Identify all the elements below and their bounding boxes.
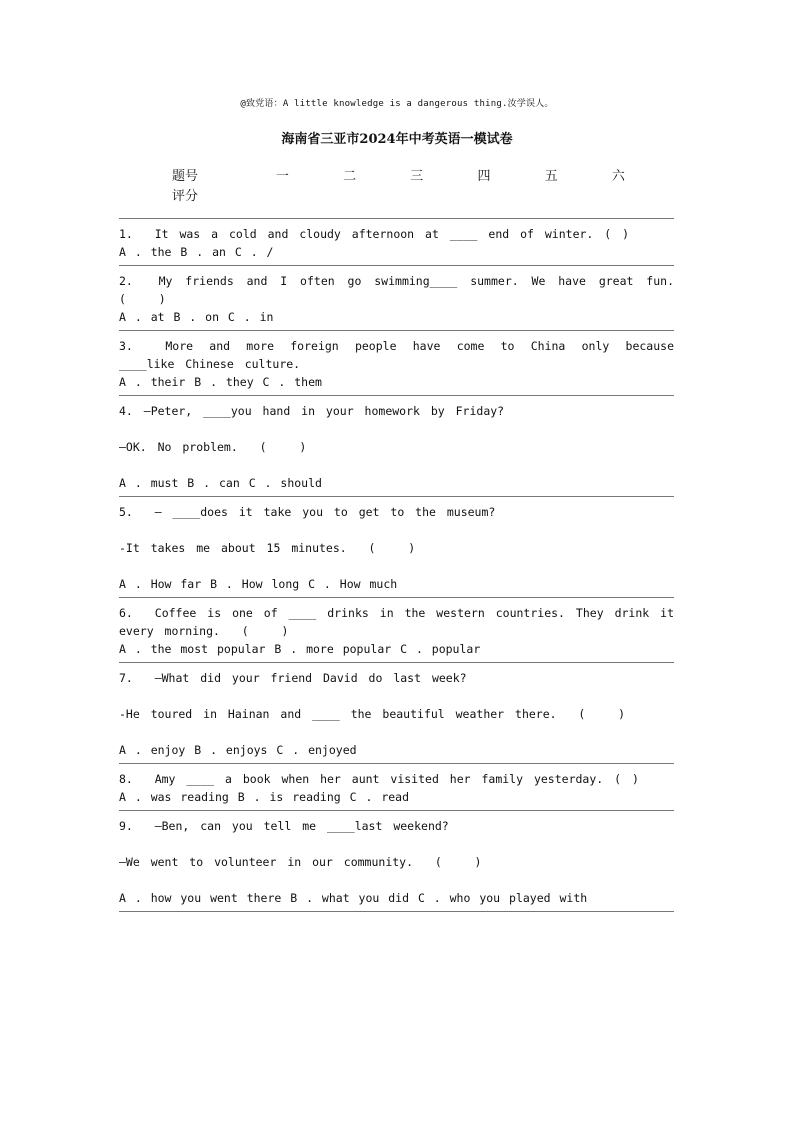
question-item — [119, 265, 696, 330]
spacer — [119, 871, 674, 889]
question-stem: 2. My friends and I often go swimming____ summer. We have great fun. ( ) — [119, 274, 696, 306]
score-col-5: 五 — [544, 168, 558, 184]
question-list — [119, 218, 696, 912]
score-table — [172, 164, 652, 204]
score-col-3: 三 — [410, 168, 424, 184]
question-options: A . the B . an C . / — [119, 245, 274, 259]
spacer — [119, 456, 674, 474]
question-options: A . the most popular B . more popular C . popular — [119, 642, 481, 656]
score-col-1: 一 — [275, 168, 289, 184]
question-dialogue-line: -It takes me about 15 minutes. ( ) — [119, 541, 416, 555]
question-item — [119, 395, 674, 496]
question-stem: 3. More and more foreign people have come to China only because ____like Chinese culture. — [119, 339, 685, 371]
question-options: A . was reading B . is reading C . read — [119, 790, 410, 804]
spacer — [119, 420, 674, 438]
spacer — [119, 557, 674, 575]
question-stem: 1. It was a cold and cloudy afternoon at ____ end of winter. ( ) — [119, 227, 630, 241]
spacer — [119, 835, 674, 853]
question-dialogue-line: —OK. No problem. ( ) — [119, 440, 307, 454]
question-stem: 5. – ____does it take you to get to the museum? — [119, 505, 496, 519]
question-item — [119, 662, 674, 763]
question-stem: 8. Amy ____ a book when her aunt visited her family yesterday. ( ) — [119, 772, 639, 786]
spacer — [119, 521, 674, 539]
score-col-2: 二 — [343, 168, 357, 184]
question-item — [119, 218, 674, 265]
score-col-6: 六 — [611, 168, 625, 184]
question-item — [119, 330, 685, 395]
question-item — [119, 763, 674, 810]
page-title: 海南省三亚市2024年中考英语一模试卷 — [281, 132, 513, 147]
question-options: A . how you went there B . what you did C . who you played with — [119, 891, 588, 905]
score-row-score — [172, 184, 652, 204]
question-stem: 9. —Ben, can you tell me ____last weekend? — [119, 819, 449, 833]
question-options: A . must B . can C . should — [119, 476, 322, 490]
spacer — [119, 723, 674, 741]
question-options: A . enjoy B . enjoys C . enjoyed — [119, 743, 357, 757]
question-stem: 7. —What did your friend David do last week? — [119, 671, 467, 685]
score-row-number — [172, 164, 652, 184]
score-col-4: 四 — [477, 168, 491, 184]
question-item — [119, 810, 674, 912]
score-row-score-label: 评分 — [172, 188, 199, 204]
question-item — [119, 597, 685, 662]
score-row-number-label: 题号 — [172, 168, 199, 184]
question-stem: 6. Coffee is one of ____ drinks in the western countries. They drink it every morning. ( ) — [119, 606, 685, 638]
question-options: A . How far B . How long C . How much — [119, 577, 398, 591]
question-options: A . their B . they C . them — [119, 375, 322, 389]
header-motto: @致党语：A little knowledge is a dangerous thing.汝学误人。 — [240, 99, 554, 109]
spacer — [119, 687, 674, 705]
question-dialogue-line: —We went to volunteer in our community. ( ) — [119, 855, 482, 869]
question-item — [119, 496, 674, 597]
question-stem: 4. —Peter, ____you hand in your homework by Friday? — [119, 404, 505, 418]
question-dialogue-line: -He toured in Hainan and ____ the beautiful weather there. ( ) — [119, 707, 626, 721]
question-options: A . at B . on C . in — [119, 310, 274, 324]
